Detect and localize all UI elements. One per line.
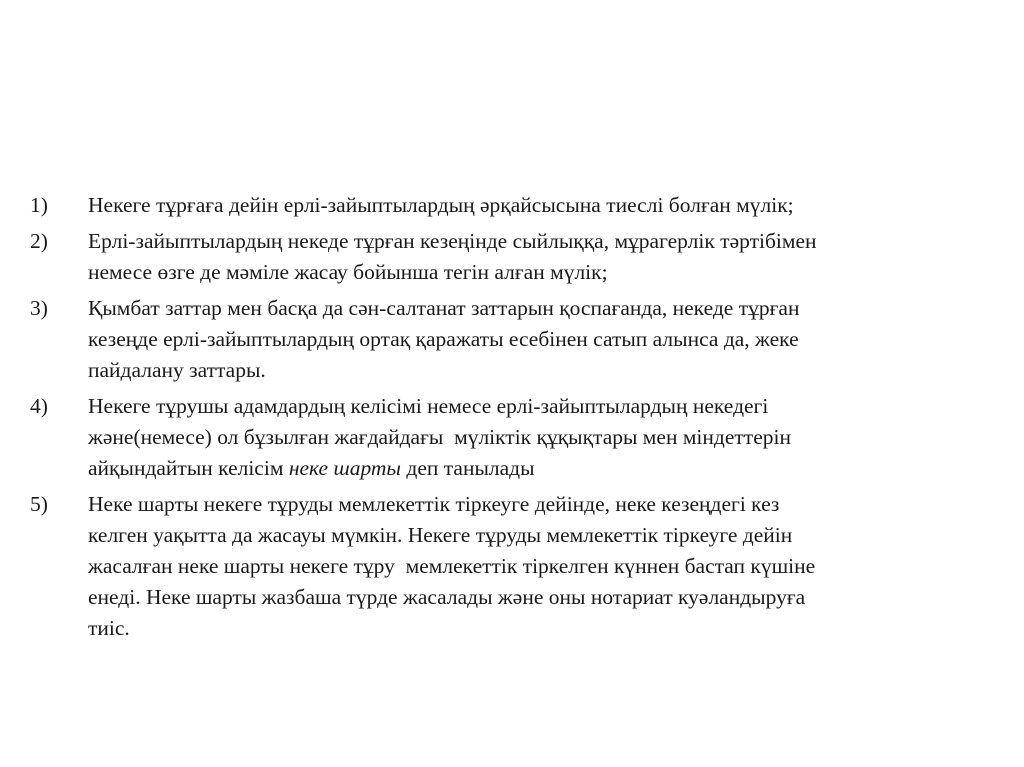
list-item	[30, 190, 990, 221]
text-line: тиіс.	[88, 616, 130, 640]
text-line: енеді. Неке шарты жазбаша түрде жасалады және оны нотариат куәландыруға	[88, 585, 806, 609]
emphasized-term: неке шарты	[288, 456, 401, 480]
numbered-list	[30, 190, 990, 649]
text-line: келген уақытта да жасауы мүмкін. Некеге тұруды мемлекеттік тіркеуге дейін	[88, 523, 793, 547]
list-item-text	[88, 391, 990, 484]
text-line: немесе өзге де мәміле жасау бойынша тегін алған мүлік;	[88, 260, 608, 284]
text-line: Қымбат заттар мен басқа да сән-салтанат заттарын қоспағанда, некеде тұрған	[88, 296, 800, 320]
list-item-text	[88, 489, 990, 644]
list-item-number: 5)	[30, 492, 48, 516]
text-line: Некеге тұрушы адамдардың келісімі немесе ерлі-зайыптылардың некедегі	[88, 394, 769, 418]
list-item	[30, 226, 990, 288]
list-item-number: 3)	[30, 296, 48, 320]
list-item-text	[88, 293, 990, 386]
list-item-text	[88, 226, 990, 288]
text-line: және(немесе) ол бұзылған жағдайдағы мүліктік құқықтары мен міндеттерін	[88, 425, 791, 449]
text-line: Некеге тұрғаға дейін ерлі-зайыптылардың әрқайсысына тиеслі болған мүлік;	[88, 193, 794, 217]
text-line: кезеңде ерлі-зайыптылардың ортақ қаражаты есебінен сатып алынса да, жеке	[88, 327, 799, 351]
text-line: жасалған неке шарты некеге тұру мемлекеттік тіркелген күннен бастап күшіне	[88, 554, 816, 578]
list-item-number: 2)	[30, 229, 48, 253]
text-segment: деп танылады	[401, 456, 535, 480]
text-line	[88, 453, 990, 484]
list-item-number: 1)	[30, 193, 48, 217]
list-item-text	[88, 190, 990, 221]
text-line: Неке шарты некеге тұруды мемлекеттік тіркеуге дейінде, неке кезеңдегі кез	[88, 492, 780, 516]
list-item-number: 4)	[30, 394, 48, 418]
text-line: Ерлі-зайыптылардың некеде тұрған кезеңінде сыйлыққа, мұрагерлік тәртібімен	[88, 229, 817, 253]
list-item	[30, 391, 990, 484]
list-item	[30, 489, 990, 644]
list-item	[30, 293, 990, 386]
text-line: пайдалану заттары.	[88, 358, 266, 382]
text-segment: айқындайтын келісім	[88, 456, 289, 480]
